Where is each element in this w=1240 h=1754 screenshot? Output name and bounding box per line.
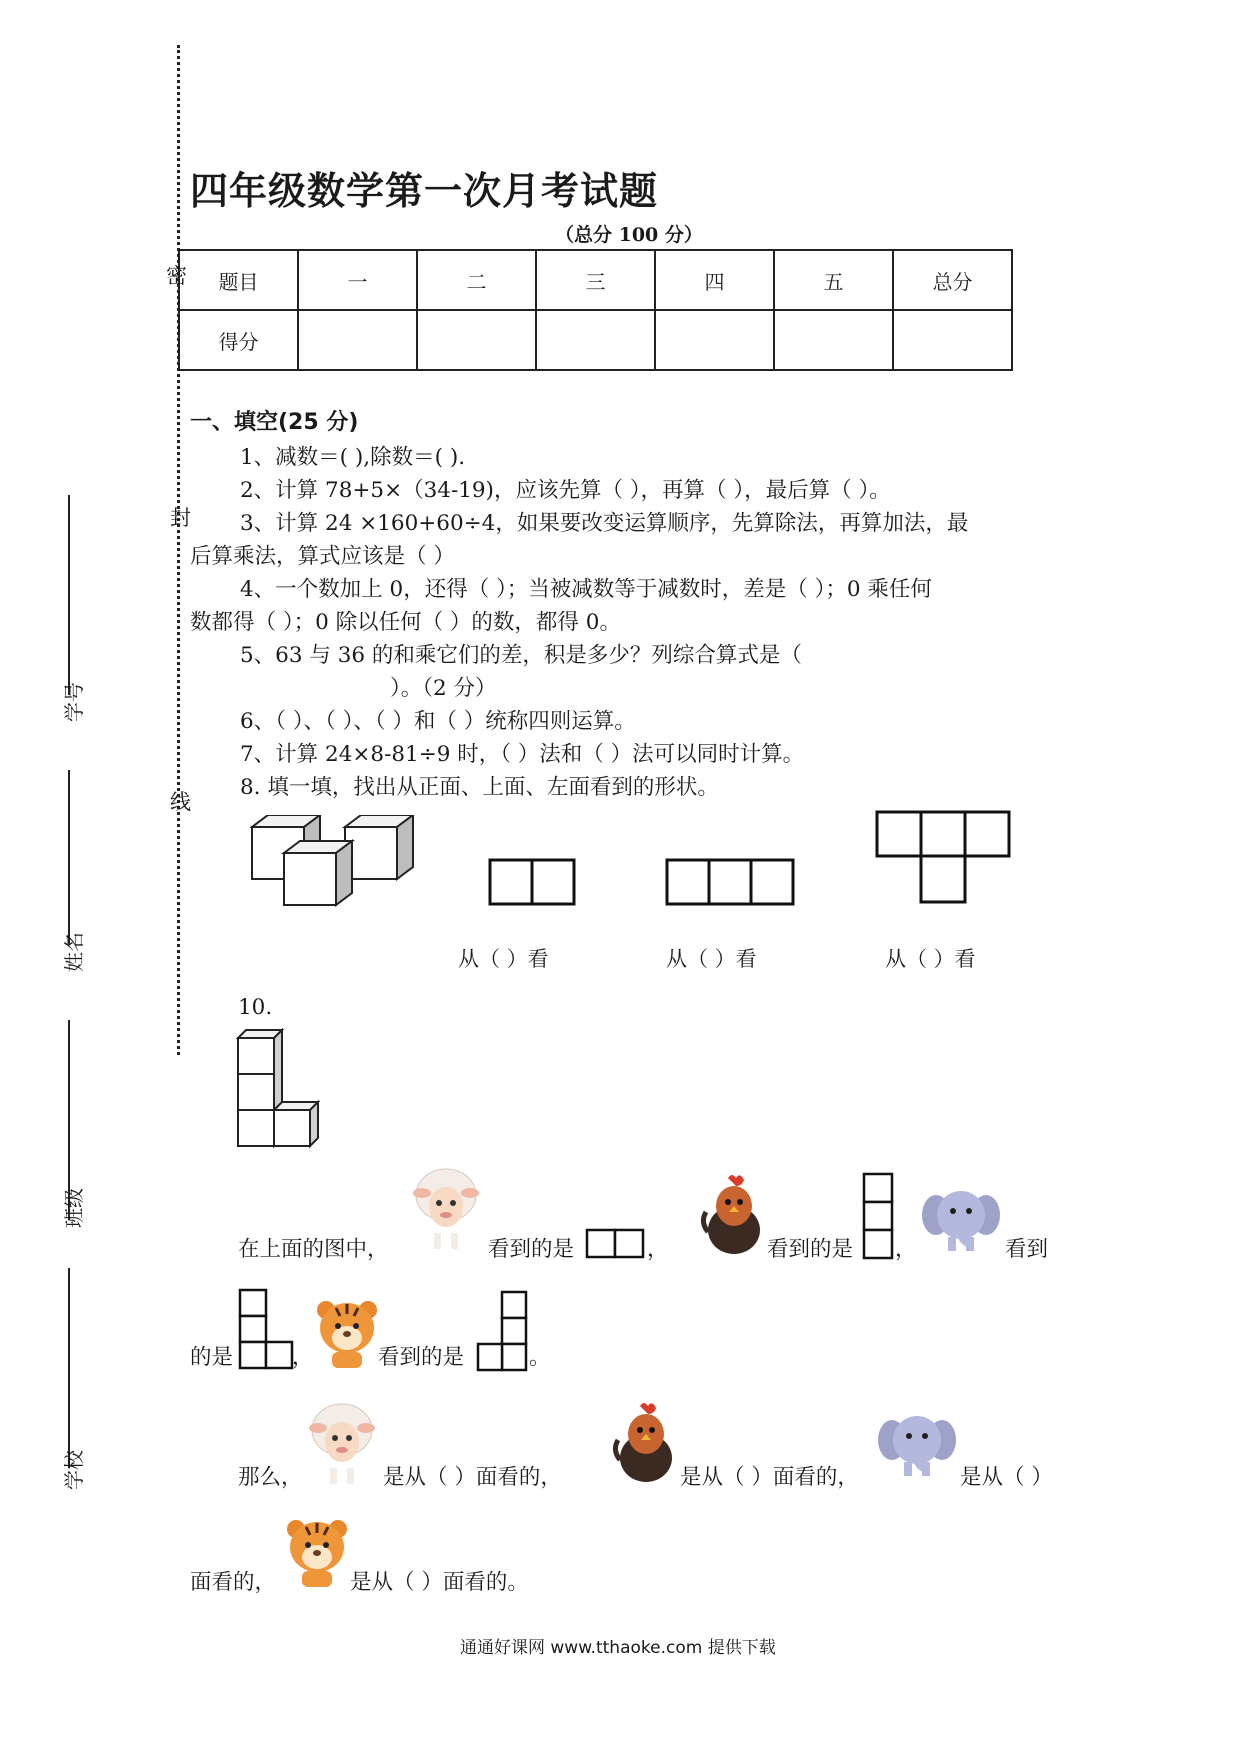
score-table (178, 249, 1013, 371)
rooster-icon (612, 1400, 678, 1484)
tiger-icon (314, 1296, 380, 1372)
score-entry-cell[interactable] (893, 310, 1012, 370)
score-header-cell: 二 (417, 250, 536, 310)
score-header-cell: 五 (774, 250, 893, 310)
question-line: 后算乘法，算式应该是（ ） (190, 544, 455, 569)
q10-cube-solid-figure (236, 1028, 326, 1152)
section-heading: 一、填空(25 分) (190, 410, 359, 435)
school-line (68, 1268, 70, 1468)
question-line: 1、减数＝( ),除数＝( ). (240, 445, 466, 470)
score-header-cell: 题目 (179, 250, 298, 310)
q10-text: 看到的是 (488, 1237, 575, 1262)
school-label: 学校 (62, 1450, 86, 1490)
question-line: 5、63 与 36 的和乘它们的差，积是多少？列综合算式是（ (240, 643, 802, 668)
score-row-label: 得分 (179, 310, 298, 370)
name-line (68, 770, 70, 945)
left-view-three-stack (862, 1172, 896, 1262)
page-title: 四年级数学第一次月考试题 (190, 169, 659, 213)
elephant-icon (878, 1410, 956, 1484)
view-caption: 从（ ）看 (885, 947, 976, 971)
q10-text: 看到 (1005, 1237, 1049, 1262)
q10-text: 那么， (238, 1465, 303, 1490)
rooster-icon (700, 1172, 766, 1256)
score-header-cell: 四 (655, 250, 774, 310)
score-entry-cell[interactable] (536, 310, 655, 370)
q10-text: 是从（ ）面看的， (680, 1465, 859, 1490)
q10-text: 是从（ ）面看的， (383, 1465, 562, 1490)
q8-view-two-squares (488, 858, 578, 908)
class-label: 班级 (62, 1188, 86, 1228)
view-caption: 从（ ）看 (666, 947, 757, 971)
q10-text: 是从（ ） (960, 1465, 1053, 1490)
q10-text: ， (292, 1345, 314, 1370)
q8-cube-solid-figure (250, 815, 425, 915)
question-line: ）。（2 分） (390, 676, 497, 701)
q8-view-three-squares (665, 858, 797, 908)
sheep-icon (306, 1400, 378, 1490)
binding-dotted-line (177, 45, 180, 1055)
view-caption: 从（ ）看 (458, 947, 549, 971)
top-view-two-squares (585, 1228, 647, 1260)
score-header-cell: 三 (536, 250, 655, 310)
question-line: 3、计算 24 ×160+60÷4，如果要改变运算顺序，先算除法，再算加法，最 (240, 511, 969, 536)
q10-text: 面看的， (190, 1570, 277, 1595)
margin-word-feng: 封 (170, 506, 191, 530)
q8-view-t-shape (875, 810, 1015, 906)
score-header-cell: 总分 (893, 250, 1012, 310)
footer-credit: 通通好课网 www.tthaoke.com 提供下载 (460, 1638, 776, 1658)
q10-text: 看到的是 (767, 1237, 854, 1262)
question-line: 4、一个数加上 0，还得（ ）；当被减数等于减数时，差是（ ）；0 乘任何 (240, 577, 932, 602)
question-line: 6、（ ）、（ ）、（ ）和（ ）统称四则运算。 (240, 709, 636, 734)
score-entry-cell[interactable] (417, 310, 536, 370)
q10-text: ， (647, 1237, 669, 1262)
question-line: 7、计算 24×8-81÷9 时，（ ）法和（ ）法可以同时计算。 (240, 742, 805, 767)
student-id-line (68, 495, 70, 695)
score-entry-cell[interactable] (298, 310, 417, 370)
page-subtitle: （总分 100 分） (555, 224, 703, 246)
question-line: 2、计算 78+5×（34-19)，应该先算（ ），再算（ ），最后算（ ）。 (240, 478, 891, 503)
margin-word-xian: 线 (170, 790, 191, 814)
q10-text: ， (895, 1237, 917, 1262)
question-line: 8. 填一填，找出从正面、上面、左面看到的形状。 (240, 775, 719, 800)
right-view-l-shape (476, 1290, 532, 1374)
q10-text: 在上面的图中， (238, 1237, 389, 1262)
front-view-l-shape (238, 1288, 298, 1374)
q10-text: 的是 (190, 1345, 234, 1370)
question-line: 数都得（ ）；0 除以任何（ ）的数，都得 0。 (190, 610, 621, 635)
q10-text: 看到的是 (378, 1345, 465, 1370)
score-header-cell: 一 (298, 250, 417, 310)
score-entry-cell[interactable] (655, 310, 774, 370)
margin-word-mi: 密 (166, 264, 187, 288)
score-table-header-row (179, 250, 1012, 310)
q10-text: 。 (529, 1345, 551, 1370)
score-entry-cell[interactable] (774, 310, 893, 370)
student-id-label: 学号 (62, 682, 86, 722)
q10-text: 是从（ ）面看的。 (350, 1570, 529, 1595)
sheep-icon (410, 1165, 482, 1255)
name-label: 姓名 (62, 932, 86, 972)
tiger-icon (284, 1515, 350, 1591)
question-number: 10. (238, 995, 273, 1020)
elephant-icon (922, 1185, 1000, 1259)
score-table-score-row (179, 310, 1012, 370)
